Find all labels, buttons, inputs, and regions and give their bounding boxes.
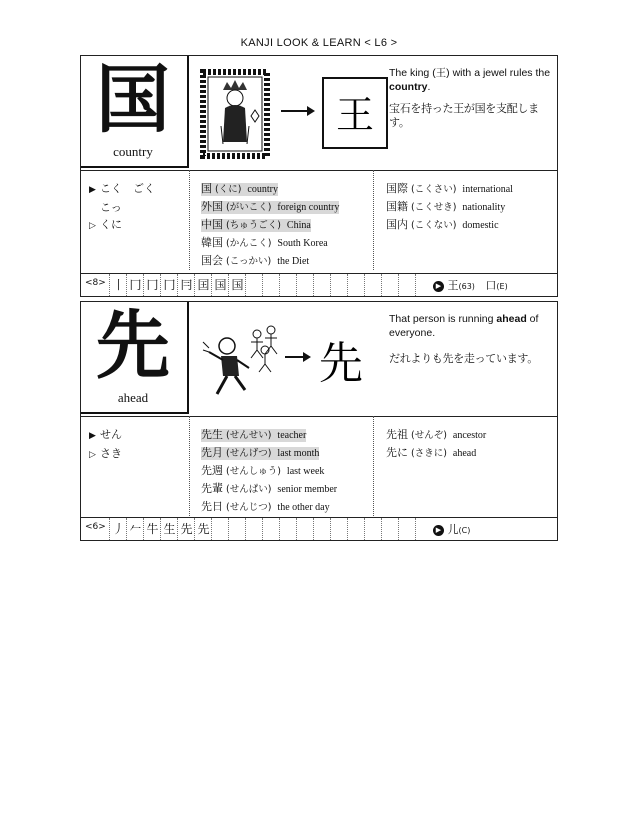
vocab-item: 国会 (こっかい) the Diet: [201, 254, 310, 267]
description-jp: 宝石を持った王が国を支配します。: [389, 102, 539, 129]
vocab-item: 先日 (せんじつ) the other day: [201, 500, 330, 513]
vocab-item: 先祖 (せんぞ) ancestor: [386, 428, 487, 441]
stroke-step: 冂: [160, 274, 178, 296]
description-en: The king (王) with a jewel rules the country.: [389, 67, 551, 93]
stroke-count: <6>: [85, 522, 106, 532]
vocab-list-left: [201, 426, 337, 516]
vocab-item: 国籍 (こくせき) nationality: [386, 200, 506, 213]
vocab-item: 国内 (こくない) domestic: [386, 218, 499, 231]
kanji-meaning: country: [113, 144, 153, 159]
reading-item: こっ: [100, 201, 122, 214]
stroke-step: 𠂉: [126, 518, 144, 540]
stroke-step: 生: [160, 518, 178, 540]
stroke-step: 牛: [143, 518, 161, 540]
kanji-box: [81, 302, 189, 414]
runner-illustration: [199, 312, 389, 408]
kanji-meaning: ahead: [117, 390, 149, 405]
description-en: That person is running ahead of everyone.: [389, 313, 539, 339]
vocab-item: 先生 (せんせい) teacher: [201, 428, 307, 441]
vocab-item: 国際 (こくさい) international: [386, 182, 513, 195]
target-kanji: 先: [319, 338, 363, 389]
vocab-item: 先輩 (せんぱい) senior member: [201, 482, 338, 495]
description: [389, 312, 557, 366]
kanji-character: 先: [96, 303, 170, 389]
stroke-step: 冂: [126, 274, 144, 296]
vocab-item: 中国 (ちゅうごく) China: [201, 218, 311, 231]
stroke-step: 先: [177, 518, 195, 540]
stroke-step: 先: [194, 518, 212, 540]
radical-reference: ▶ 儿(C): [433, 521, 470, 537]
vocab-item: 先に (さきに) ahead: [386, 446, 477, 459]
readings: [89, 426, 122, 464]
description-jp: だれよりも先を走っています。: [389, 352, 538, 365]
reading-item: ▶ せん: [89, 428, 122, 441]
vocab-item: 先週 (せんしゅう) last week: [201, 464, 325, 477]
kanji-character: 国: [96, 57, 170, 143]
vocab-list-right: [386, 426, 486, 462]
stroke-step: 国: [211, 274, 229, 296]
stroke-step: 囯: [194, 274, 212, 296]
stroke-count: <8>: [85, 278, 106, 288]
stroke-step: 冃: [177, 274, 195, 296]
readings: [89, 180, 155, 235]
page-header: KANJI LOOK & LEARN < L6 >: [240, 37, 398, 49]
play-icon: ▶: [433, 281, 444, 292]
stroke-step: 丿: [109, 518, 127, 540]
vocab-list-left: [201, 180, 339, 270]
play-icon: ▶: [433, 525, 444, 536]
stroke-step: 丨: [109, 274, 127, 296]
target-kanji: 王: [335, 93, 375, 137]
vocab-item: 国 (くに) country: [201, 182, 278, 195]
description: [389, 66, 557, 130]
king-illustration: [199, 66, 389, 162]
vocab-item: 外国 (がいこく) foreign country: [201, 200, 340, 213]
reading-item: ▷ くに: [89, 218, 122, 231]
vocab-item: 韓国 (かんこく) South Korea: [201, 236, 328, 249]
kanji-card-ahead: [80, 301, 558, 541]
stroke-order-row: [81, 273, 557, 296]
kanji-card-country: [80, 55, 558, 297]
reading-item: ▷ さき: [89, 447, 122, 460]
reading-item: ▶ こく ごく: [89, 182, 155, 195]
stroke-step: 冂: [143, 274, 161, 296]
radical-reference: ▶ 王(63) 口(E): [433, 277, 508, 293]
stroke-step: 国: [228, 274, 246, 296]
stroke-order-row: [81, 517, 557, 540]
kanji-box: [81, 56, 189, 168]
vocab-item: 先月 (せんげつ) last month: [201, 446, 320, 459]
vocab-list-right: [386, 180, 513, 234]
